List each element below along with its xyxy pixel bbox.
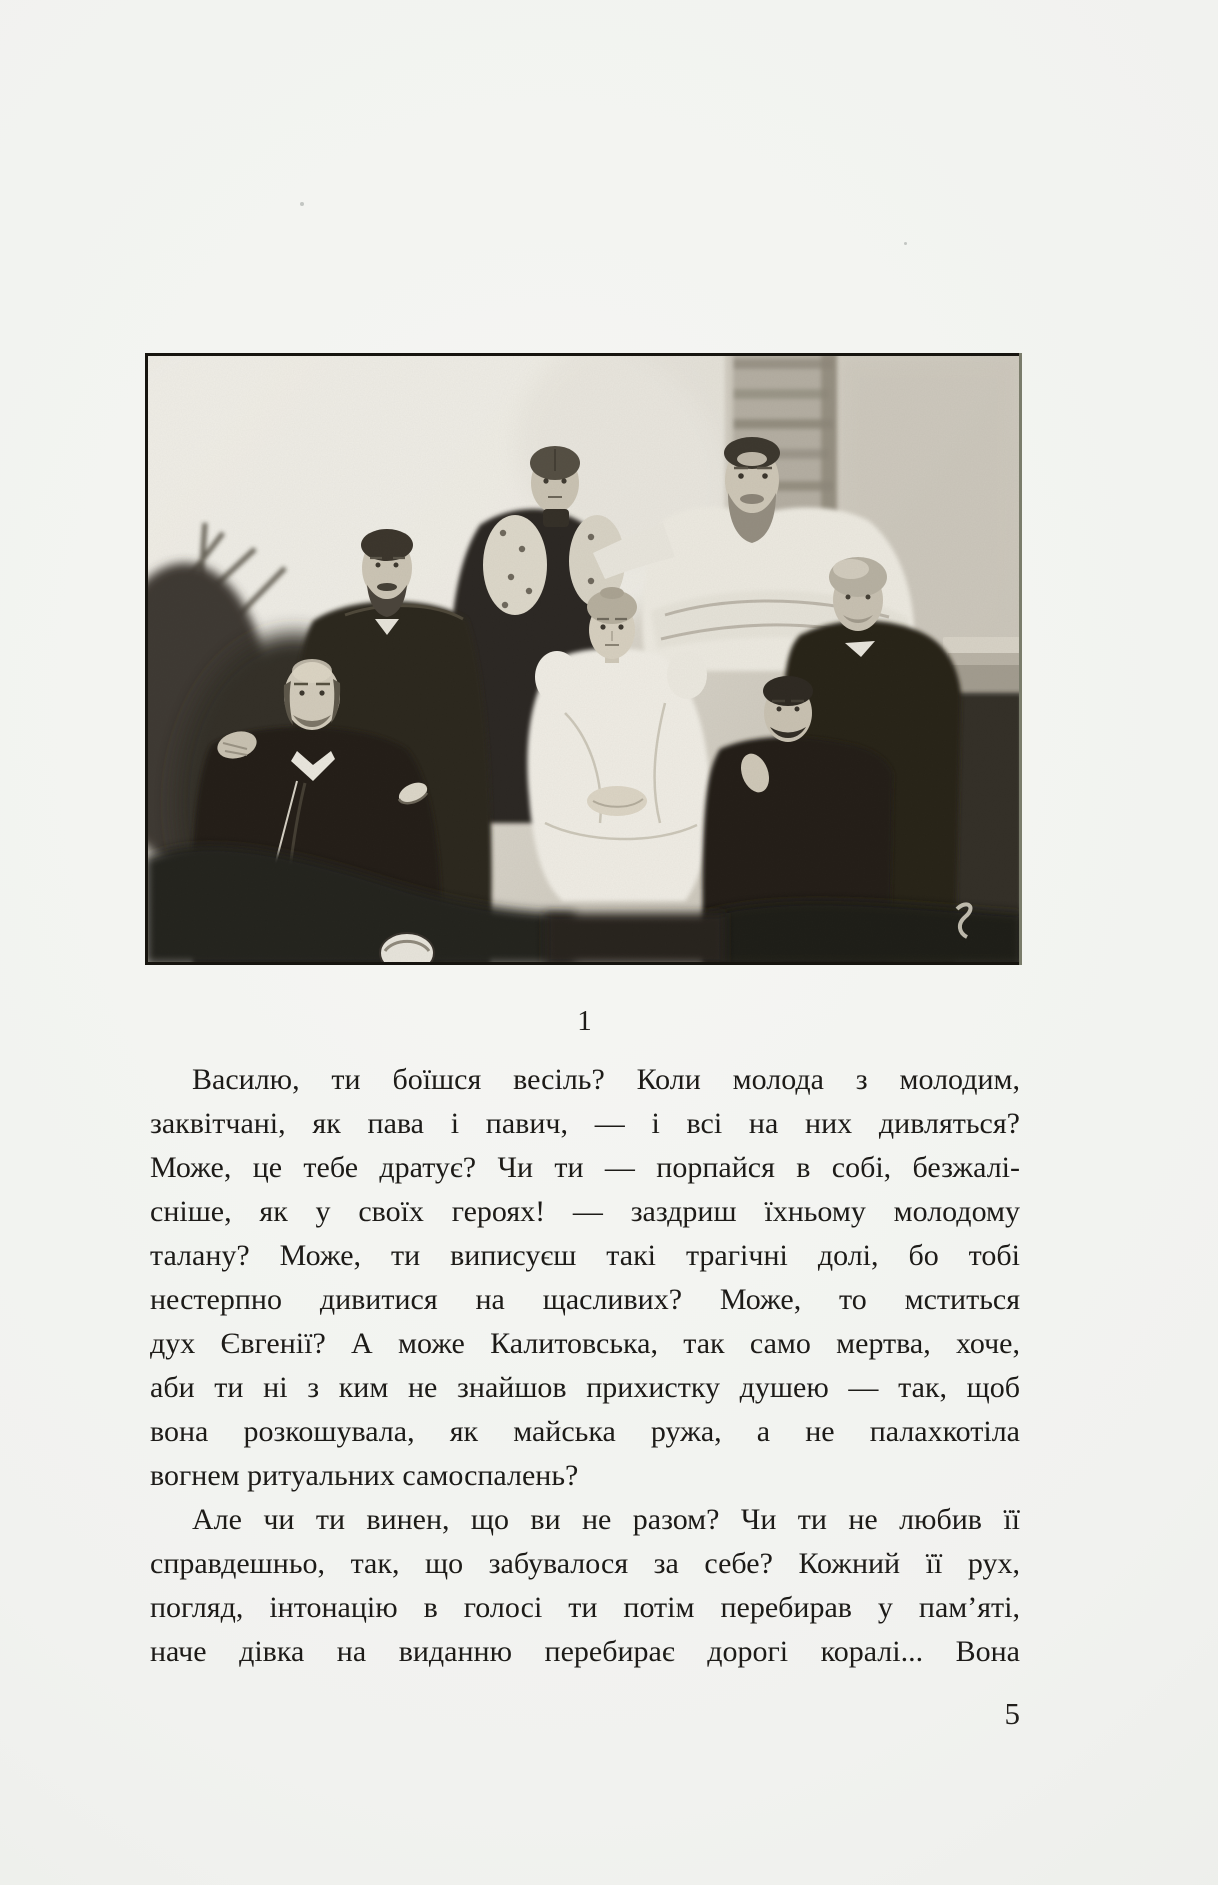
photograph — [145, 353, 1022, 965]
text-line: Але чи ти винен, що ви не разом? Чи ти не любив її — [192, 1503, 1020, 1536]
text-line: талану? Може, ти виписуєш такі трагічні долі, бо тобі — [150, 1239, 1020, 1272]
text-line: дух Євгенії? А може Калитовська, так само мертва, хоче, — [150, 1327, 1020, 1360]
text-line: аби ти ні з ким не знайшов прихистку душею — так, щоб — [150, 1371, 1020, 1404]
text-line: погляд, інтонацію в голосі ти потім перебирав у пам’яті, — [150, 1591, 1020, 1624]
paper-speck — [904, 242, 907, 245]
body-text — [150, 1058, 1020, 1674]
page-number: 5 — [1004, 1696, 1020, 1731]
text-line: вогнем ритуальних самоспалень? — [150, 1459, 579, 1492]
text-line: наче дівка на виданню перебирає дорогі коралі... Вона — [150, 1635, 1020, 1668]
text-line: сніше, як у своїх героях! — заздриш їхньому молодому — [150, 1195, 1020, 1228]
text-line: вона розкошувала, як майська ружа, а не палахкотіла — [150, 1415, 1020, 1448]
text-line: Василю, ти боїшся весіль? Коли молода з молодим, — [192, 1063, 1020, 1096]
text-line: нестерпно дивитися на щасливих? Може, то мститься — [150, 1283, 1020, 1316]
text-line: Може, це тебе дратує? Чи ти — порпайся в собі, безжалі- — [150, 1151, 1020, 1184]
text-line: справдешньо, так, що забувалося за себе? Кожний її рух, — [150, 1547, 1020, 1580]
group-portrait-photo — [145, 353, 1022, 965]
text-line: заквітчані, як пава і павич, — і всі на них дивляться? — [150, 1107, 1020, 1140]
paper-speck — [300, 202, 304, 206]
section-number: 1 — [577, 1005, 593, 1037]
